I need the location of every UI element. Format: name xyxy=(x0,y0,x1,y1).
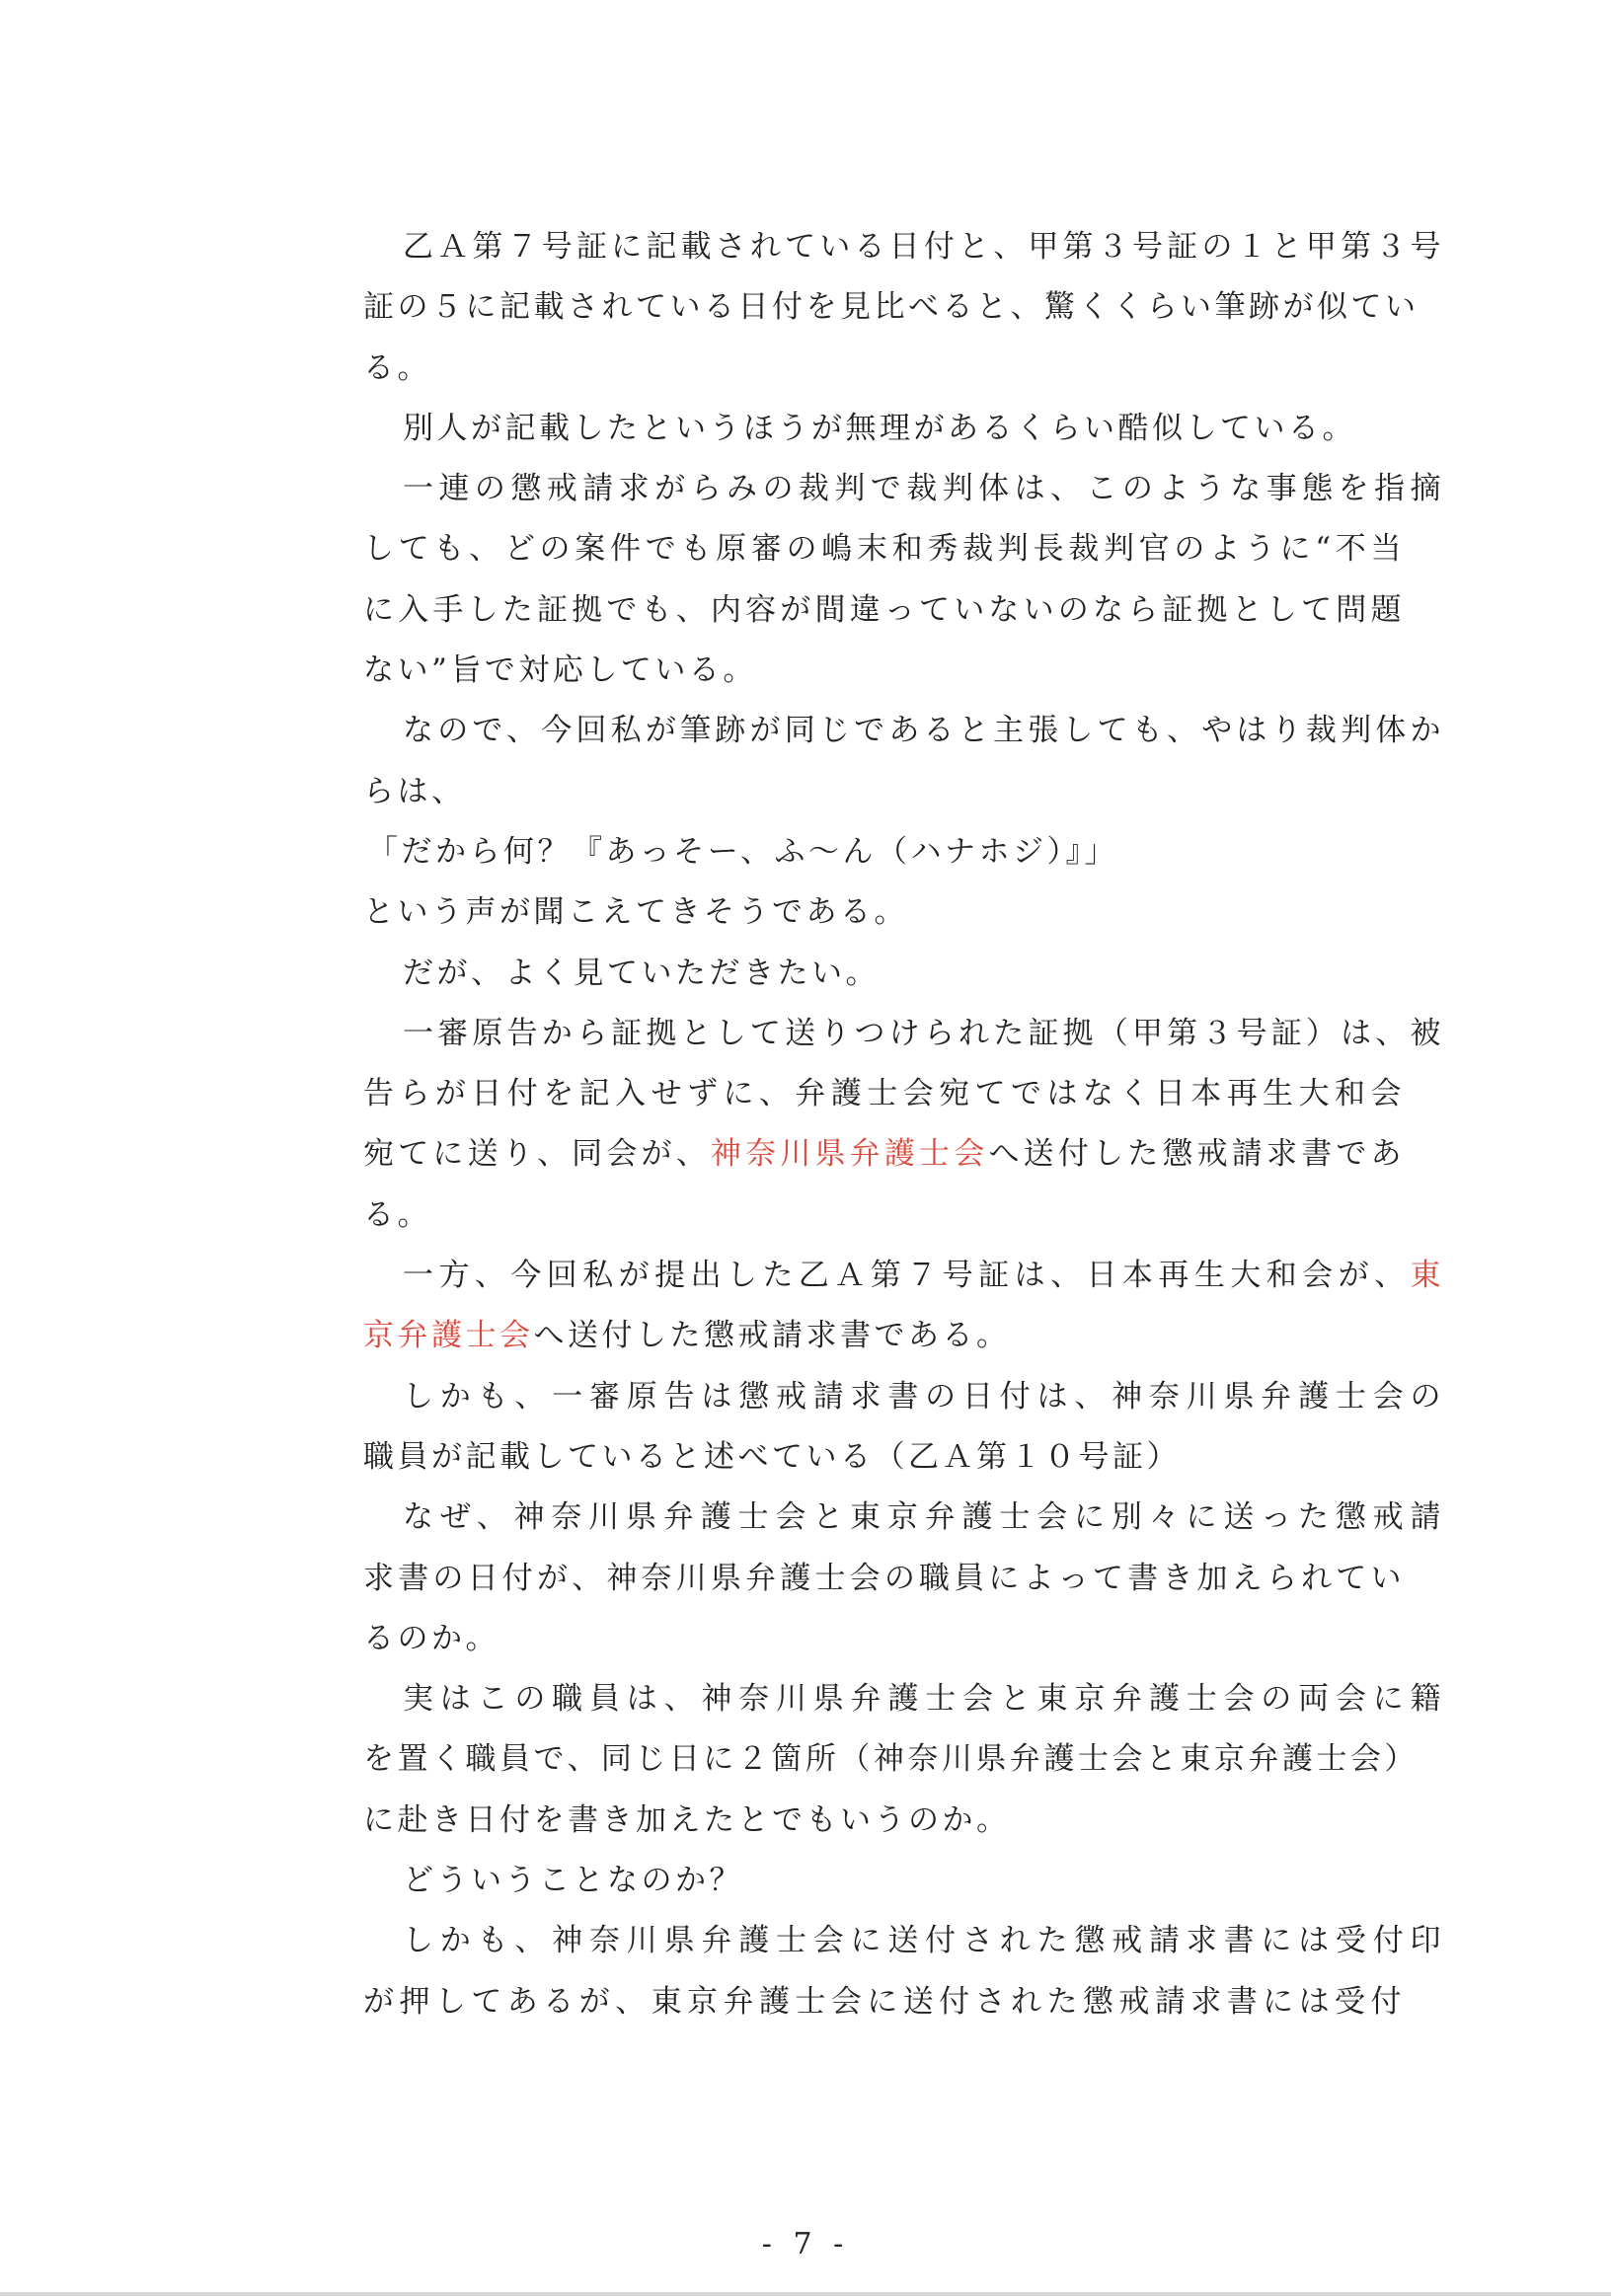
quote-line: 「だから何？『あっそー、ふ～ん（ハナホジ）』」 xyxy=(367,833,1118,870)
paragraph-line: 実はこの職員は、神奈川県弁護士会と東京弁護士会の両会に籍 xyxy=(403,1681,1444,1718)
paragraph-line: に赴き日付を書き加えたとでもいうのか。 xyxy=(363,1801,1011,1838)
paragraph-line: 求書の日付が、神奈川県弁護士会の職員によって書き加えられてい xyxy=(363,1560,1405,1596)
paragraph-line: 職員が記載していると述べている（乙Ａ第１０号証） xyxy=(363,1438,1181,1475)
paragraph-line: なぜ、神奈川県弁護士会と東京弁護士会に別々に送った懲戒請 xyxy=(403,1499,1444,1536)
paragraph-line: しても、どの案件でも原審の嶋末和秀裁判長裁判官のように“不当 xyxy=(363,531,1405,568)
paragraph-line: る。 xyxy=(363,1196,431,1233)
paragraph-line: 一連の懲戒請求がらみの裁判で裁判体は、このような事態を指摘 xyxy=(403,471,1444,507)
paragraph-line: 別人が記載したというほうが無理があるくらい酷似している。 xyxy=(403,410,1356,446)
paragraph-line: 告らが日付を記入せずに、弁護士会宛てではなく日本再生大和会 xyxy=(363,1076,1405,1112)
highlight-text: 東 xyxy=(1410,1258,1444,1294)
paragraph-line: どういうことなのか？ xyxy=(403,1863,743,1899)
paragraph-line: 一方、今回私が提出した乙Ａ第７号証は、日本再生大和会が、東 xyxy=(403,1258,1444,1294)
paragraph-line: が押してあるが、東京弁護士会に送付された懲戒請求書には受付 xyxy=(363,1983,1405,2020)
paragraph-line: 証の５に記載されている日付を見比べると、驚くくらい筆跡が似てい xyxy=(363,289,1419,326)
highlight-text: 神奈川県弁護士会 xyxy=(710,1136,989,1173)
paragraph-line: 京弁護士会へ送付した懲戒請求書である。 xyxy=(363,1318,1011,1354)
scan-edge-divider xyxy=(0,2292,1611,2296)
paragraph-line: という声が聞こえてきそうである。 xyxy=(363,894,908,931)
paragraph-line: 一審原告から証拠として送りつけられた証拠（甲第３号証）は、被 xyxy=(403,1015,1444,1051)
paragraph-line: を置く職員で、同じ日に２箇所（神奈川県弁護士会と東京弁護士会） xyxy=(363,1741,1419,1778)
paragraph-line: しかも、一審原告は懲戒請求書の日付は、神奈川県弁護士会の xyxy=(403,1378,1444,1415)
paragraph-line: 宛てに送り、同会が、神奈川県弁護士会へ送付した懲戒請求書であ xyxy=(363,1136,1406,1173)
paragraph-line: なので、今回私が筆跡が同じであると主張しても、やはり裁判体か xyxy=(403,713,1444,749)
paragraph-line: ない”旨で対応している。 xyxy=(363,652,757,689)
highlight-text: 京弁護士会 xyxy=(363,1318,534,1354)
paragraph-line: らは、 xyxy=(363,773,466,809)
paragraph-line: る。 xyxy=(363,349,431,386)
paragraph-line: だが、よく見ていただきたい。 xyxy=(403,955,880,991)
paragraph-line: しかも、神奈川県弁護士会に送付された懲戒請求書には受付印 xyxy=(403,1923,1444,1959)
paragraph-line: 乙Ａ第７号証に記載されている日付と、甲第３号証の１と甲第３号 xyxy=(403,229,1444,265)
paragraph-line: に入手した証拠でも、内容が間違っていないのなら証拠として問題 xyxy=(363,591,1405,628)
paragraph-line: るのか。 xyxy=(363,1620,499,1656)
page-number: - 7 - xyxy=(761,2227,850,2261)
body-text xyxy=(363,217,1444,2032)
